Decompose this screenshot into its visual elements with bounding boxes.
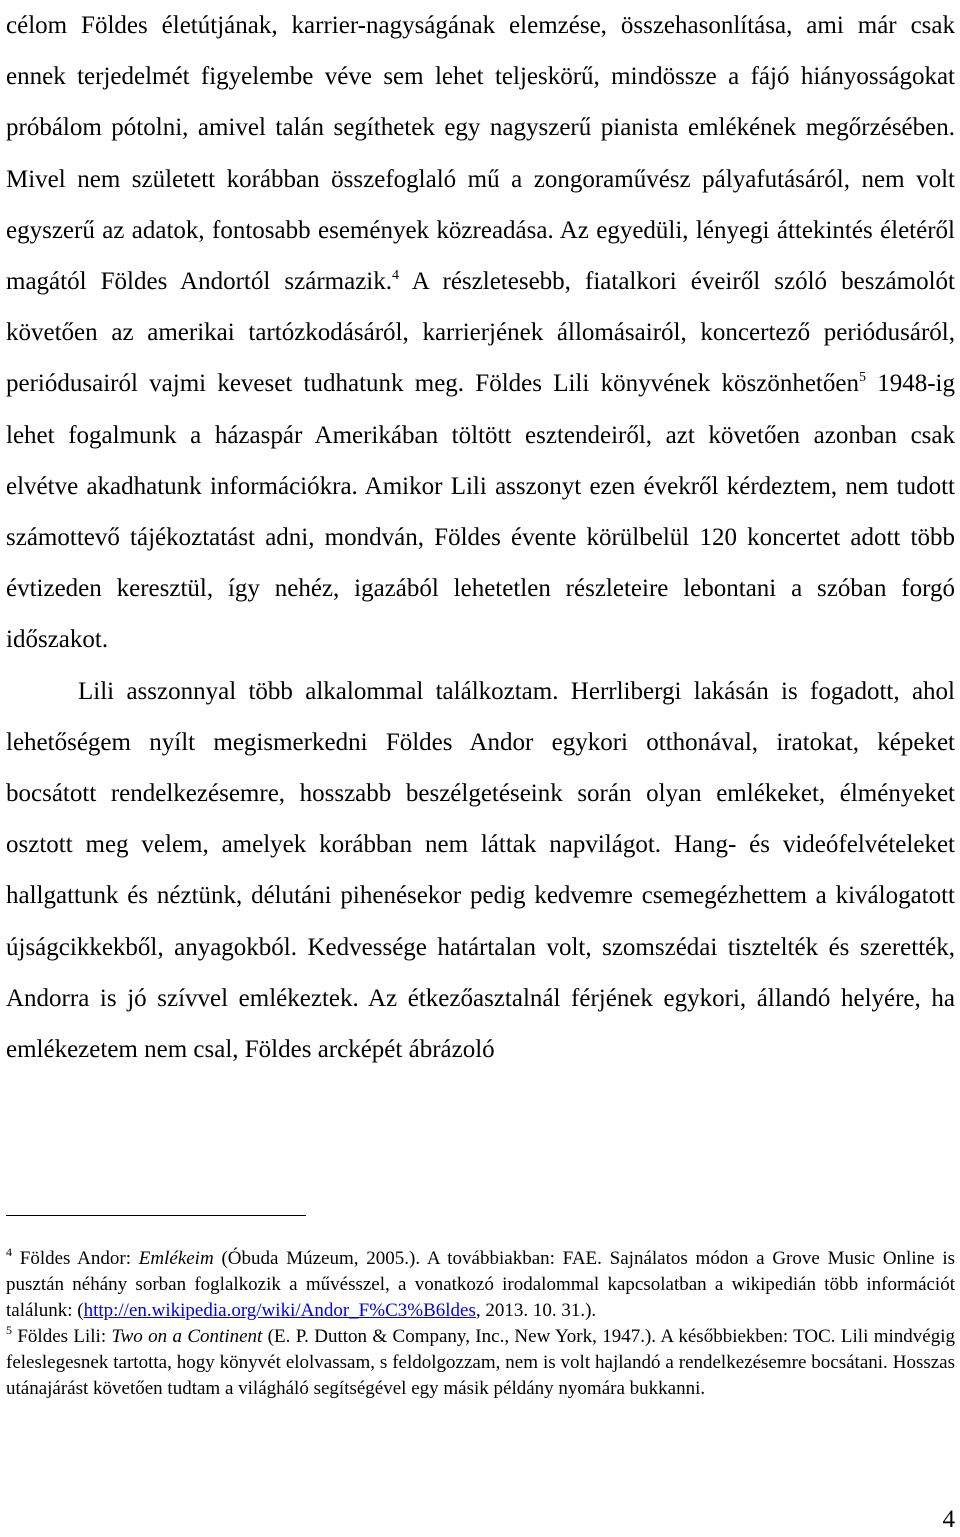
body-text [6,0,955,1075]
footnote-4 [6,1246,955,1324]
footnote-5-text-start: Földes Lili: [12,1326,112,1347]
footnote-5 [6,1324,955,1402]
paragraph-2: Lili asszonnyal több alkalommal találkoztam. Herrlibergi lakásán is fogadott, ahol lehetőségem nyílt megismerkedni Földes Andor egykori otthonával, iratokat, képeket bocsátott rendelkezésemre, hosszabb beszélgetéseink során olyan emlékeket, élményeket osztott meg velem, amelyek korábban nem láttak napvilágot. Hang- és videófelvételeket hallgattunk és néztünk, délutáni pihenésekor pedig kedvemre csemegézhettem a kiválogatott újságcikkekből, anyagokból. Kedvessége határtalan volt, szomszédai tisztelték és szerették, Andorra is jó szívvel emlékeztek. Az étkezőasztalnál férjének egykori, állandó helyére, ha emlékezetem nem csal, Földes arcképét ábrázoló [6,677,955,1064]
wikipedia-link[interactable]: http://en.wikipedia.org/wiki/Andor_F%C3%B6ldes [83,1300,476,1321]
footnote-reference-4[interactable]: 4 [392,268,399,284]
footnote-4-text: (Óbuda Múzeum, 2005.). A továbbiakban: FAE. Sajnálatos módon a Grove Music Online is pusztán néhány sorban foglalkozik a művésszel, a vonatkozó irodalommal kapcsolatban a wikipedián több információt találunk: ( [6,1248,955,1321]
footnotes [6,1246,955,1402]
footnote-4-text-end: , 2013. 10. 31.). [475,1300,597,1321]
footnote-4-text-start: Földes Andor: [12,1248,139,1269]
footnote-5-title: Two on a Continent [111,1326,263,1347]
paragraph-1-part-3: 1948-ig lehet fogalmunk a házaspár Amerikában töltött esztendeiről, azt követően azonban csak elvétve akadhatunk információkra. Amikor Lili asszonyt ezen évekről kérdeztem, nem tudott számottevő tájékoztatást adni, mondván, Földes évente körülbelül 120 koncertet adott több évtizeden keresztül, így nehéz, igazából lehetetlen részleteire lebontani a szóban forgó időszakot. [6,370,955,654]
footnote-4-title: Emlékeim [138,1248,214,1269]
footnote-5-number: 5 [6,1323,12,1337]
footnote-4-number: 4 [6,1245,12,1259]
paragraph-1-part-2: A részletesebb, fiatalkori éveiről szóló beszámolót követően az amerikai tartózkodásáról, karrierjének állomásairól, koncertező periódusáról, periódusairól vajmi keveset tudhatunk meg. Földes Lili könyvének köszönhetően [6,268,955,398]
paragraph-1 [6,0,955,666]
page-number: 4 [942,1506,955,1533]
paragraph-1-part-1: célom Földes életútjának, karrier-nagyságának elemzése, összehasonlítása, ami már csak ennek terjedelmét figyelembe véve sem lehet teljeskörű, mindössze a fájó hiányosságokat próbálom pótolni, amivel talán segíthetek egy nagyszerű pianista emlékének megőrzésében. Mivel nem született korábban összefoglaló mű a zongoraművész pályafutásáról, nem volt egyszerű az adatok, fontosabb események közreadása. Az egyedüli, lényegi áttekintés életéről magától Földes Andortól származik. [6,12,955,296]
footnote-separator [6,1215,306,1216]
footnote-5-text: (E. P. Dutton & Company, Inc., New York, 1947.). A későbbiekben: TOC. Lili mindvégig feleslegesnek tartotta, hogy könyvét elolvassam, s feldolgozzam, nem is volt hajlandó a rendelkezésemre bocsátani. Hosszas utánajárást követően tudtam a világháló segítségével egy másik példány nyomára bukkanni. [6,1326,955,1399]
footnote-reference-5[interactable]: 5 [858,370,866,386]
